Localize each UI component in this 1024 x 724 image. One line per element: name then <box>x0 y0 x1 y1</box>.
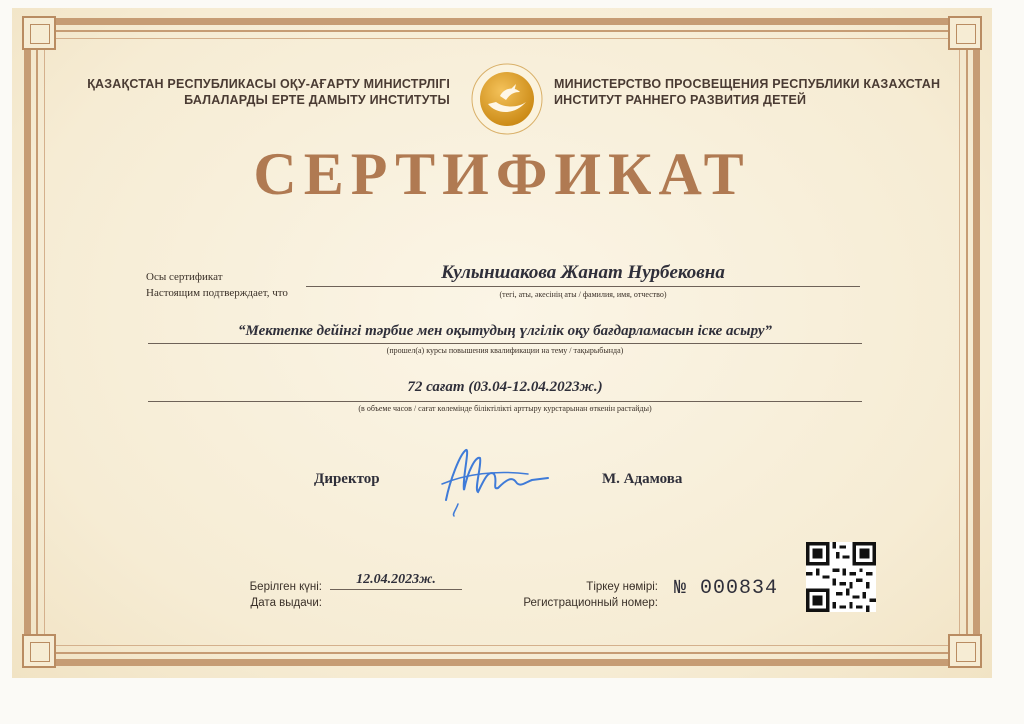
issue-date: 12.04.2023ж. <box>356 572 436 587</box>
header-left-line2: БАЛАЛАРДЫ ЕРТЕ ДАМЫТУ ИНСТИТУТЫ <box>184 93 450 107</box>
issue-date-label-ru: Дата выдачи: <box>250 597 322 609</box>
header-left-line1: ҚАЗАҚСТАН РЕСПУБЛИКАСЫ ОҚУ-АҒАРТУ МИНИСТРЛІГІ <box>87 77 450 91</box>
header-right <box>554 76 954 108</box>
course-hours: 72 сағат (03.04-12.04.2023ж.) <box>407 379 603 395</box>
qr-code-icon <box>806 542 876 612</box>
course-title: “Мектепке дейінгі тәрбие мен оқытудың үлгілік оқу бағдарламасын іске асыру” <box>237 323 773 339</box>
corner-ornament-bottom-left <box>22 634 56 668</box>
issue-date-label <box>200 579 322 611</box>
recipient-label-kz: Осы сертификат <box>146 271 223 283</box>
registration-label-ru: Регистрационный номер: <box>523 597 658 609</box>
recipient-label-ru: Настоящим подтверждает, что <box>146 287 288 299</box>
director-signature <box>436 440 556 520</box>
number-sign: № <box>674 577 688 600</box>
corner-ornament-bottom-right <box>948 634 982 668</box>
recipient-underline <box>306 286 860 287</box>
header-left <box>60 76 450 108</box>
header-right-line2: ИНСТИТУТ РАННЕГО РАЗВИТИЯ ДЕТЕЙ <box>554 93 807 107</box>
registration-label-kz: Тіркеу нөмірі: <box>586 581 658 593</box>
header-right-line1: МИНИСТЕРСТВО ПРОСВЕЩЕНИЯ РЕСПУБЛИКИ КАЗАХСТАН <box>554 77 941 91</box>
issue-date-underline <box>330 589 462 590</box>
signer-name: М. Адамова <box>602 471 683 487</box>
registration-label <box>500 579 658 611</box>
signer-role: Директор <box>314 471 380 487</box>
hands-bird-emblem-icon <box>470 62 544 136</box>
hours-caption: (в объеме часов / сағат көлемінде біліктілікті арттыру курстарынан өткенін растайды) <box>358 404 652 413</box>
issue-date-label-kz: Берілген күні: <box>249 581 322 593</box>
course-caption: (прошел(а) курсы повышения квалификации на тему / тақырыбында) <box>386 346 624 355</box>
certificate-title: СЕРТИФИКАТ <box>253 141 751 207</box>
hours-underline <box>148 401 862 402</box>
corner-ornament-top-left <box>22 16 56 50</box>
recipient-caption: (тегі, аты, әкесінің аты / фамилия, имя, отчество) <box>499 290 667 299</box>
corner-ornament-top-right <box>948 16 982 50</box>
recipient-name: Кулыншакова Жанат Нурбековна <box>441 262 725 283</box>
registration-number <box>674 577 778 600</box>
registration-number-value: 000834 <box>700 577 779 600</box>
course-underline <box>148 343 862 344</box>
